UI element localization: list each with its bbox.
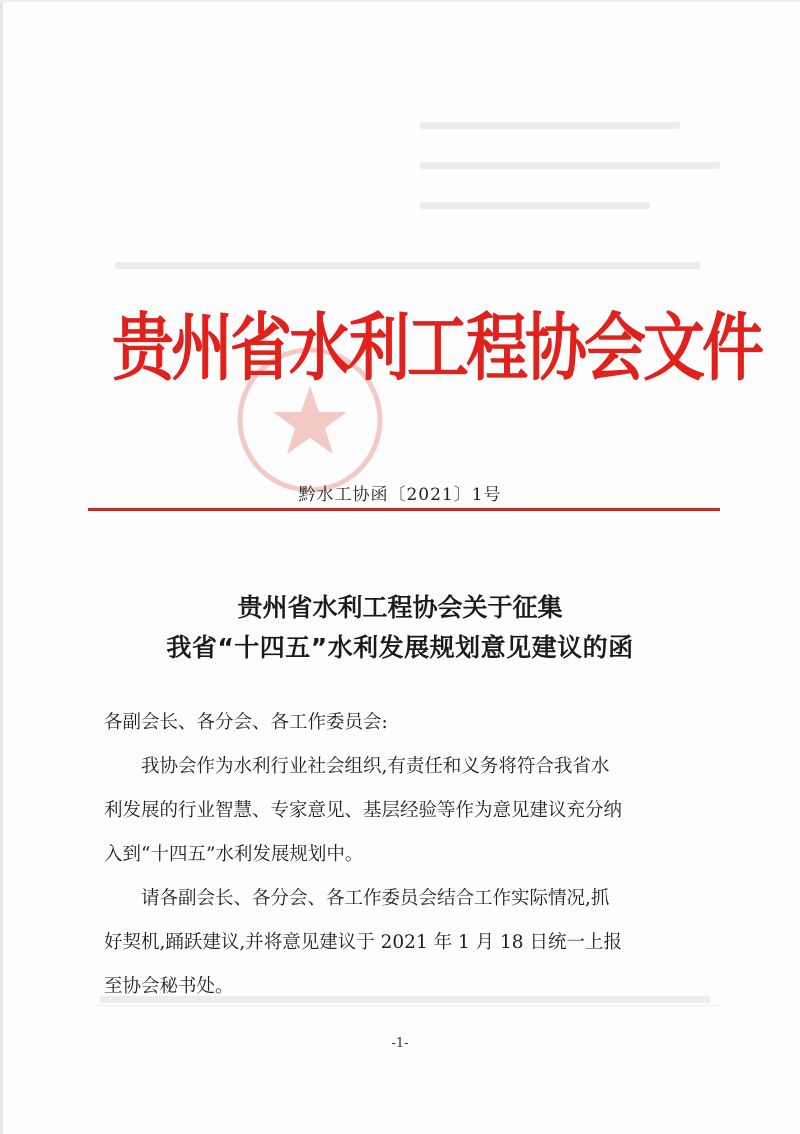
paragraph-1-line-1: 我协会作为水利行业社会组织,有责任和义务将符合我省水 bbox=[141, 756, 610, 777]
letter-title-line-2: 我省“十四五”水利发展规划意见建议的函 bbox=[166, 633, 634, 662]
paragraph-1-line-2: 利发展的行业智慧、专家意见、基层经验等作为意见建议充分纳 bbox=[104, 800, 623, 821]
document-header-title: 贵州省水利工程协会文件 bbox=[112, 304, 762, 391]
show-through-line bbox=[115, 262, 700, 269]
paragraph-1-line-3: 入到“十四五”水利发展规划中。 bbox=[104, 844, 364, 865]
paragraph-2-line-1: 请各副会长、各分会、各工作委员会结合工作实际情况,抓 bbox=[141, 888, 610, 909]
document-number: 黔水工协函〔2021〕1号 bbox=[298, 485, 502, 505]
paragraph-2-line-3: 至协会秘书处。 bbox=[104, 976, 234, 997]
show-through-line bbox=[420, 202, 650, 209]
page-number: -1- bbox=[391, 1036, 409, 1051]
show-through-line bbox=[420, 162, 720, 169]
page-edge-left bbox=[0, 0, 3, 1134]
footer-faint-rule bbox=[95, 1005, 720, 1006]
show-through-line bbox=[420, 122, 680, 129]
salutation: 各副会长、各分会、各工作委员会: bbox=[104, 712, 388, 733]
paragraph-2-line-2: 好契机,踊跃建议,并将意见建议于 2021 年 1 月 18 日统一上报 bbox=[104, 932, 622, 953]
letter-title-line-1: 贵州省水利工程协会关于征集 bbox=[237, 593, 563, 622]
page-edge-top bbox=[0, 0, 800, 2]
header-red-rule bbox=[88, 508, 720, 511]
